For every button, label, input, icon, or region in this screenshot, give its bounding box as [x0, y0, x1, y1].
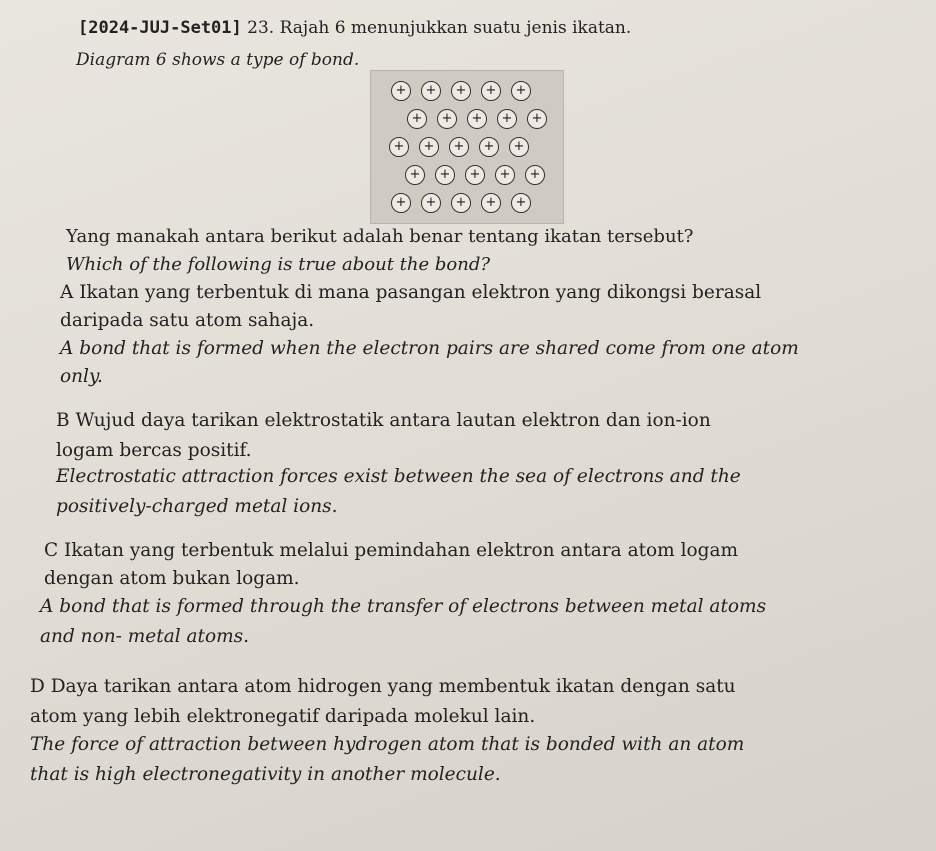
option-c-en-line-1[interactable]: A bond that is formed through the transfer of electrons between metal atoms: [40, 596, 767, 617]
option-d-ms-line-1[interactable]: D Daya tarikan antara atom hidrogen yang membentuk ikatan dengan satu: [30, 676, 736, 697]
metal-ion: +: [497, 109, 517, 129]
option-d-ms-line-2[interactable]: atom yang lebih elektronegatif daripada molekul lain.: [30, 706, 536, 727]
metal-ion: +: [421, 81, 441, 101]
metal-ion: +: [479, 137, 499, 157]
option-a-en-line-1[interactable]: A bond that is formed when the electron pairs are shared come from one atom: [60, 338, 799, 359]
metal-ion: +: [481, 193, 501, 213]
metal-ion: +: [527, 109, 547, 129]
question-stem-en: Which of the following is true about the bond?: [66, 254, 491, 275]
question-text: 23. Rajah 6 menunjukkan suatu jenis ikatan.: [247, 18, 632, 38]
option-d-en-line-2[interactable]: that is high electronegativity in another molecule.: [30, 764, 501, 785]
metal-ion: +: [511, 193, 531, 213]
option-a-ms-line-1[interactable]: A Ikatan yang terbentuk di mana pasangan elektron yang dikongsi berasal: [60, 282, 762, 303]
metal-ion: +: [451, 193, 471, 213]
option-a-en-line-2[interactable]: only.: [60, 366, 103, 387]
metal-ion: +: [467, 109, 487, 129]
option-b-en-line-1[interactable]: Electrostatic attraction forces exist between the sea of electrons and the: [56, 466, 741, 487]
metal-ion: +: [389, 137, 409, 157]
metal-ion: +: [511, 81, 531, 101]
option-c-ms-line-1[interactable]: C Ikatan yang terbentuk melalui pemindahan elektron antara atom logam: [44, 540, 739, 561]
metal-ion: +: [465, 165, 485, 185]
metal-ion: +: [449, 137, 469, 157]
metal-ion: +: [509, 137, 529, 157]
metal-ion: +: [421, 193, 441, 213]
metal-ion: +: [405, 165, 425, 185]
option-d-en-line-1[interactable]: The force of attraction between hydrogen atom that is bonded with an atom: [30, 734, 745, 755]
metal-ion: +: [419, 137, 439, 157]
metal-ion: +: [407, 109, 427, 129]
question-header: [78, 18, 631, 38]
diagram-caption: Diagram 6 shows a type of bond.: [76, 50, 360, 70]
metallic-bond-diagram: [370, 70, 564, 224]
question-source-tag: [2024-JUJ-Set01]: [78, 18, 242, 38]
metal-ion: +: [525, 165, 545, 185]
metal-ion: +: [391, 193, 411, 213]
option-c-ms-line-2[interactable]: dengan atom bukan logam.: [44, 568, 300, 589]
metal-ion: +: [391, 81, 411, 101]
option-c-en-line-2[interactable]: and non- metal atoms.: [40, 626, 250, 647]
option-b-en-line-2[interactable]: positively-charged metal ions.: [56, 496, 338, 517]
question-stem-ms: Yang manakah antara berikut adalah benar tentang ikatan tersebut?: [66, 226, 694, 247]
option-b-ms-line-2[interactable]: logam bercas positif.: [56, 440, 252, 461]
metal-ion: +: [451, 81, 471, 101]
metal-ion: +: [435, 165, 455, 185]
option-b-ms-line-1[interactable]: B Wujud daya tarikan elektrostatik antara lautan elektron dan ion-ion: [56, 410, 711, 431]
metal-ion: +: [495, 165, 515, 185]
option-a-ms-line-2[interactable]: daripada satu atom sahaja.: [60, 310, 315, 331]
metal-ion: +: [481, 81, 501, 101]
metal-ion: +: [437, 109, 457, 129]
